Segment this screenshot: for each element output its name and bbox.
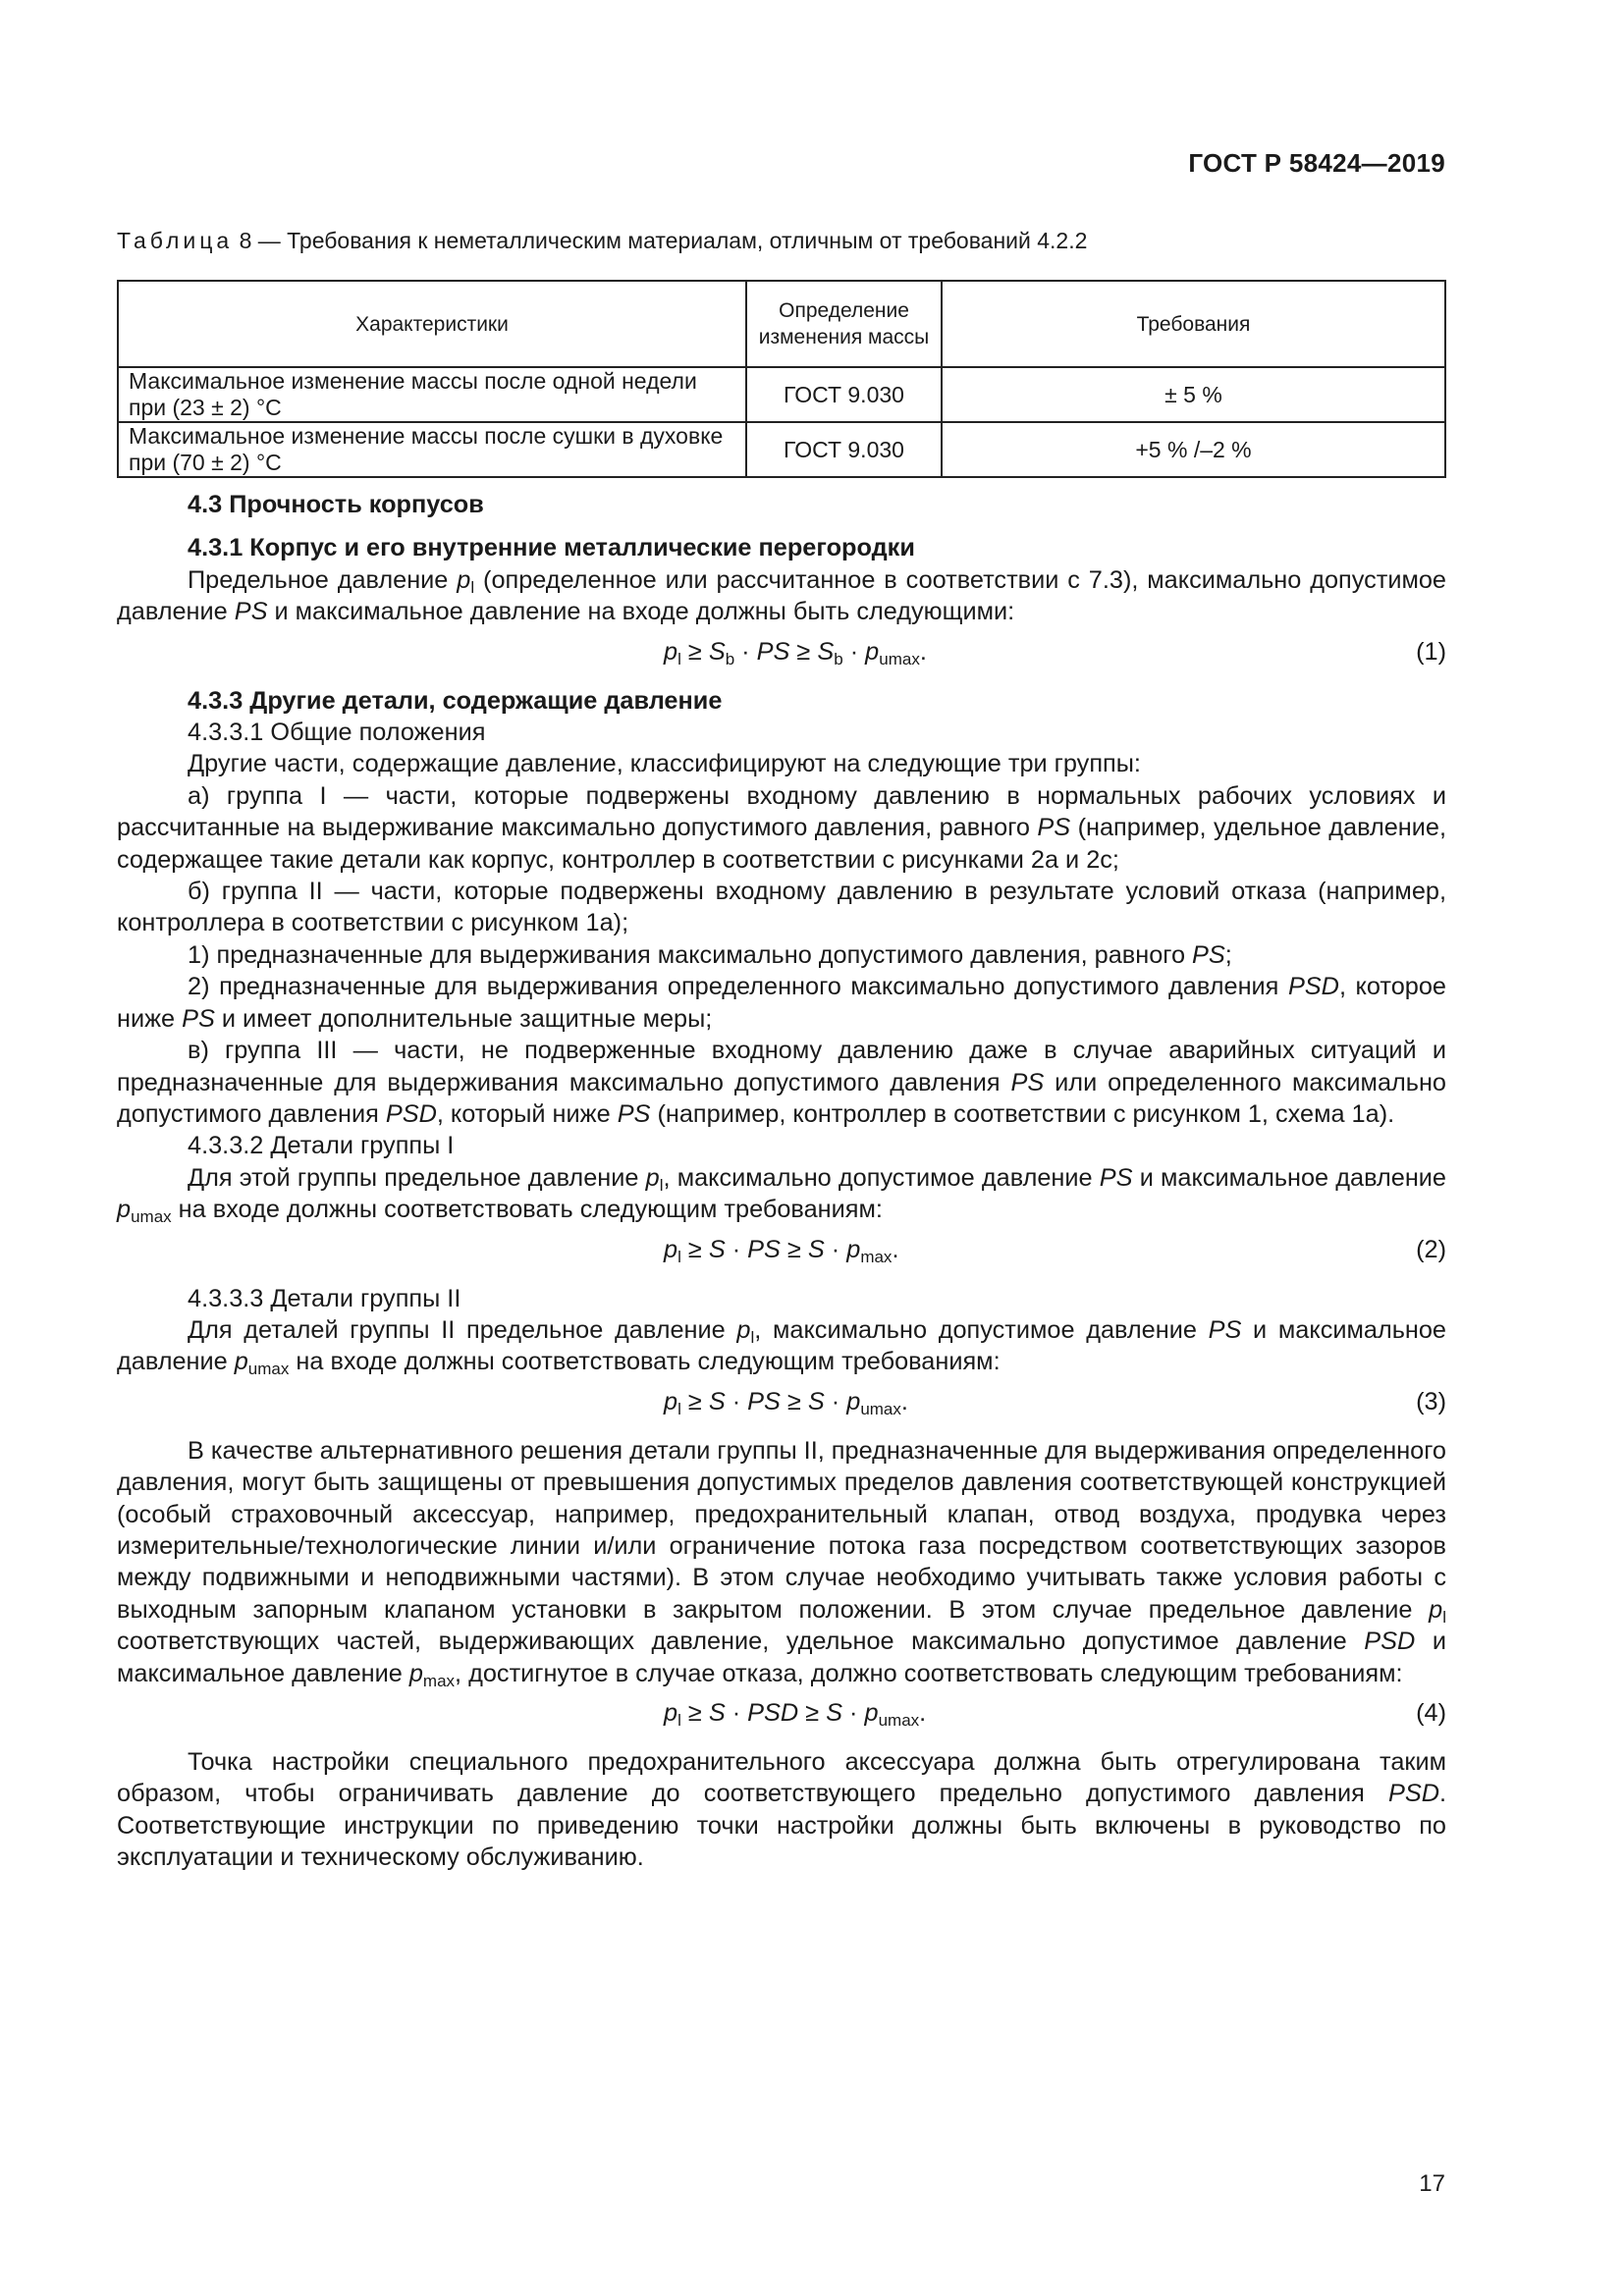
table-row: [118, 422, 1445, 477]
table-header-cell: Определение изменения массы: [746, 281, 942, 367]
formula-1: [117, 628, 1446, 685]
formula-expression: $p_l \ge S_b$ · PS ≥ $S_b \cdot p_{umax}$.: [664, 637, 927, 668]
table-header-cell: Требования: [942, 281, 1445, 367]
paragraph: Точка настройки специального предохранительного аксессуара должна быть отрегулирована таким образом, чтобы ограничивать давление до соответствующего предельно допустимого давления PSD. Соответствующие инструкции по приведению точки настройки должны быть включены в руководство по эксплуатации и техническому обслуживанию.: [117, 1748, 1446, 1872]
formula-number: (2): [1416, 1235, 1446, 1263]
formula-2: [117, 1226, 1446, 1283]
table-cell: +5 % /–2 %: [942, 422, 1445, 477]
clause-title: 4.3.3.3 Детали группы II: [188, 1284, 461, 1312]
subsection-heading: 4.3.1 Корпус и его внутренние металлические перегородки: [188, 534, 915, 562]
paragraph: Другие части, содержащие давление, классифицируют на следующие три группы:: [188, 750, 1141, 778]
table-cell: ГОСТ 9.030: [746, 367, 942, 422]
formula-expression: $p_l \ge S$ · PSD ≥ $S \cdot p_{umax}$.: [664, 1699, 927, 1730]
formula-number: (3): [1416, 1387, 1446, 1415]
formula-4: [117, 1689, 1446, 1746]
table-cell: Максимальное изменение массы после сушки в духовке при (70 ± 2) °C: [118, 422, 746, 477]
formula-number: (1): [1416, 637, 1446, 666]
clause-title: 4.3.3.2 Детали группы I: [188, 1132, 455, 1160]
formula-expression: $p_l \ge S$ · PS ≥ $S \cdot p_{max}$.: [664, 1235, 899, 1266]
list-item: в) группа III — части, не подверженные входному давлению даже в случае аварийных ситуаций и предназначенные для выдерживания максимально допустимого давления PS или определенного максимально допустимого давления PSD, который ниже PS (например, контроллер в соответствии с рисунком 1, схема 1а).: [117, 1037, 1446, 1128]
list-item: 1) предназначенные для выдерживания максимально допустимого давления, равного PS;: [188, 940, 1232, 969]
page-number: 17: [1419, 2170, 1445, 2197]
subsection-heading: 4.3.3 Другие детали, содержащие давление: [188, 686, 723, 715]
paragraph: В качестве альтернативного решения детали группы II, предназначенные для выдерживания определенного давления, могут быть защищены от превышения допустимых пределов давления соответствующей конструкцией (особый страховочный аксессуар, например, предохранительный клапан, отвод воздуха, продувка через измерительные/технологические линии и/или ограничение потока газа посредством соответствующих зазоров между подвижными и неподвижными частями). В этом случае необходимо учитывать также условия работы с выходным запорным клапаном установки в закрытом положении. В этом случае предельное давление $p_l$ соответствующих частей, выдерживающих давление, удельное максимально допустимое давление PSD и максимальное давление $p_{max}$, достигнутое в случае отказа, должно соответствовать следующим требованиям:: [117, 1436, 1446, 1690]
paragraph: Предельное давление $p_l$ (определенное или рассчитанное в соответствии с 7.3), максимально допустимое давление PS и максимальное давление на входе должны быть следующими:: [117, 565, 1447, 626]
section-heading: 4.3 Прочность корпусов: [188, 491, 484, 518]
list-item: а) группа I — части, которые подвержены входному давлению в нормальных рабочих условиях и рассчитанные на выдерживание максимально допустимого давления, равного PS (например, удельное давление, содержащее такие детали как корпус, контроллер в соответствии с рисунками 2а и 2с;: [117, 781, 1446, 874]
formula-expression: $p_l \ge S$ · PS ≥ $S \cdot p_{umax}$.: [664, 1387, 908, 1418]
formula-3: [117, 1378, 1446, 1435]
clause-title: 4.3.3.1 Общие положения: [188, 719, 486, 747]
body-text: [117, 489, 1446, 1874]
table-caption-text: 8 — Требования к неметаллическим материалам, отличным от требований 4.2.2: [233, 228, 1088, 253]
paragraph: Для этой группы предельное давление $p_l$, максимально допустимое давление PS и максимальное давление $p_{umax}$ на входе должны соответствовать следующим требованиям:: [117, 1163, 1446, 1227]
table-header-row: [118, 281, 1445, 367]
list-item: 2) предназначенные для выдерживания определенного максимально допустимого давления PSD, которое ниже PS и имеет дополнительные защитные меры;: [117, 973, 1446, 1033]
table-caption-word: Таблица: [117, 228, 234, 253]
document-header: ГОСТ Р 58424—2019: [1188, 148, 1445, 178]
list-item: б) группа II — части, которые подвержены входному давлению в результате условий отказа (например, контроллера в соответствии с рисунком 1а);: [117, 878, 1446, 937]
table-header-cell: Характеристики: [118, 281, 746, 367]
table-cell: ± 5 %: [942, 367, 1445, 422]
table-row: [118, 367, 1445, 422]
formula-number: (4): [1416, 1699, 1446, 1727]
table-cell: Максимальное изменение массы после одной недели при (23 ± 2) °C: [118, 367, 746, 422]
paragraph: Для деталей группы II предельное давление $p_l$, максимально допустимое давление PS и максимальное давление $p_{umax}$ на входе должны соответствовать следующим требованиям:: [117, 1315, 1446, 1379]
table-cell: ГОСТ 9.030: [746, 422, 942, 477]
table-caption: [117, 228, 1087, 254]
requirements-table: [117, 280, 1446, 478]
